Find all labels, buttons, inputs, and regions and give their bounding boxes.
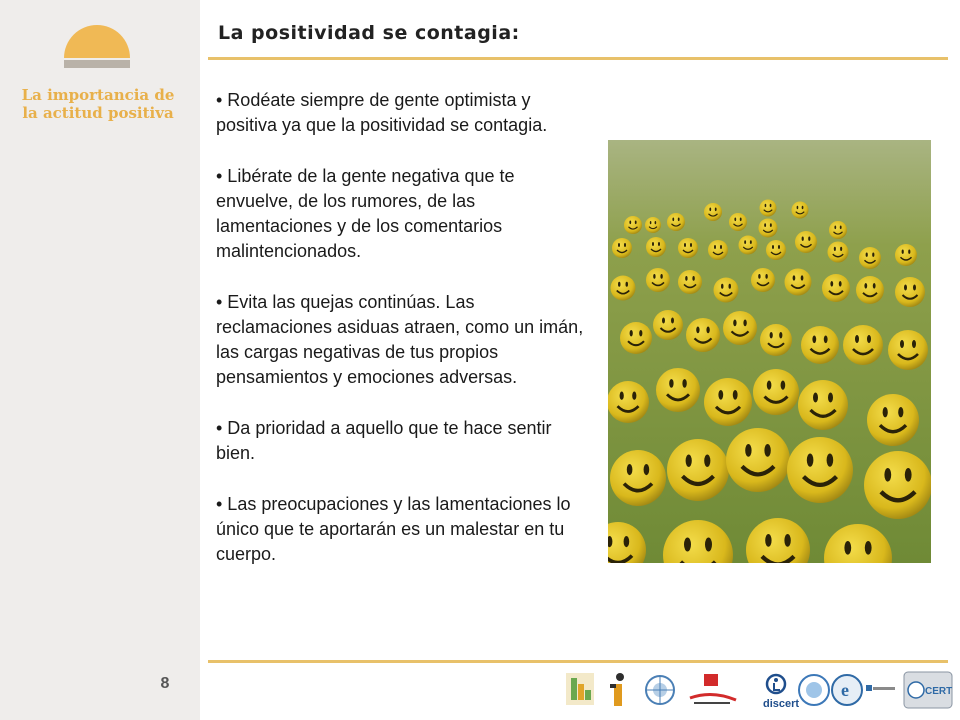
tuv-cert-badge-icon (904, 672, 952, 708)
e-seal-logo-icon (832, 675, 862, 705)
slide-title: La positividad se contagia: (218, 22, 520, 44)
subtitle-line-2: la actitud positiva (22, 104, 174, 122)
bullet-item: • Evita las quejas continúas. Las reclamaciones asiduas atraen, como un imán, las cargas negativas de tus propios pensamientos y emociones adversas. (216, 292, 584, 387)
sidebar (0, 0, 200, 720)
sun-logo-icon (62, 20, 132, 72)
bullet-item: • Las preocupaciones y las lamentaciones lo único que te aportarán es un malestar en tu cuerpo. (216, 494, 571, 564)
global-compact-logo-icon (646, 676, 674, 704)
discert-logo-icon (763, 675, 799, 710)
footer-divider (208, 660, 948, 663)
madrid-excelente-logo-icon (690, 674, 736, 704)
title-divider (208, 57, 948, 60)
green-building-logo-icon (566, 673, 594, 705)
tuv-rheinland-logo-icon (866, 685, 895, 691)
smiley-field-photo (608, 140, 931, 563)
presentation-subtitle (8, 86, 188, 122)
i-logo-icon (610, 673, 624, 706)
discert-label: discert (763, 698, 800, 710)
page-number: 8 (160, 675, 170, 692)
bullet-item: • Libérate de la gente negativa que te envuelve, de los rumores, de las lamentaciones y de los comentarios malintencionados. (216, 166, 515, 261)
cert-badge-label: CERT (925, 686, 953, 697)
svg-text:e: e (841, 680, 849, 700)
certification-seal-icon (799, 675, 829, 705)
partner-logos-strip (562, 670, 954, 710)
bullet-item: • Da prioridad a aquello que te hace sentir bien. (216, 418, 552, 463)
bullet-list (216, 88, 586, 593)
bullet-item: • Rodéate siempre de gente optimista y positiva ya que la positividad se contagia. (216, 90, 548, 135)
subtitle-line-1: La importancia de (21, 86, 175, 104)
